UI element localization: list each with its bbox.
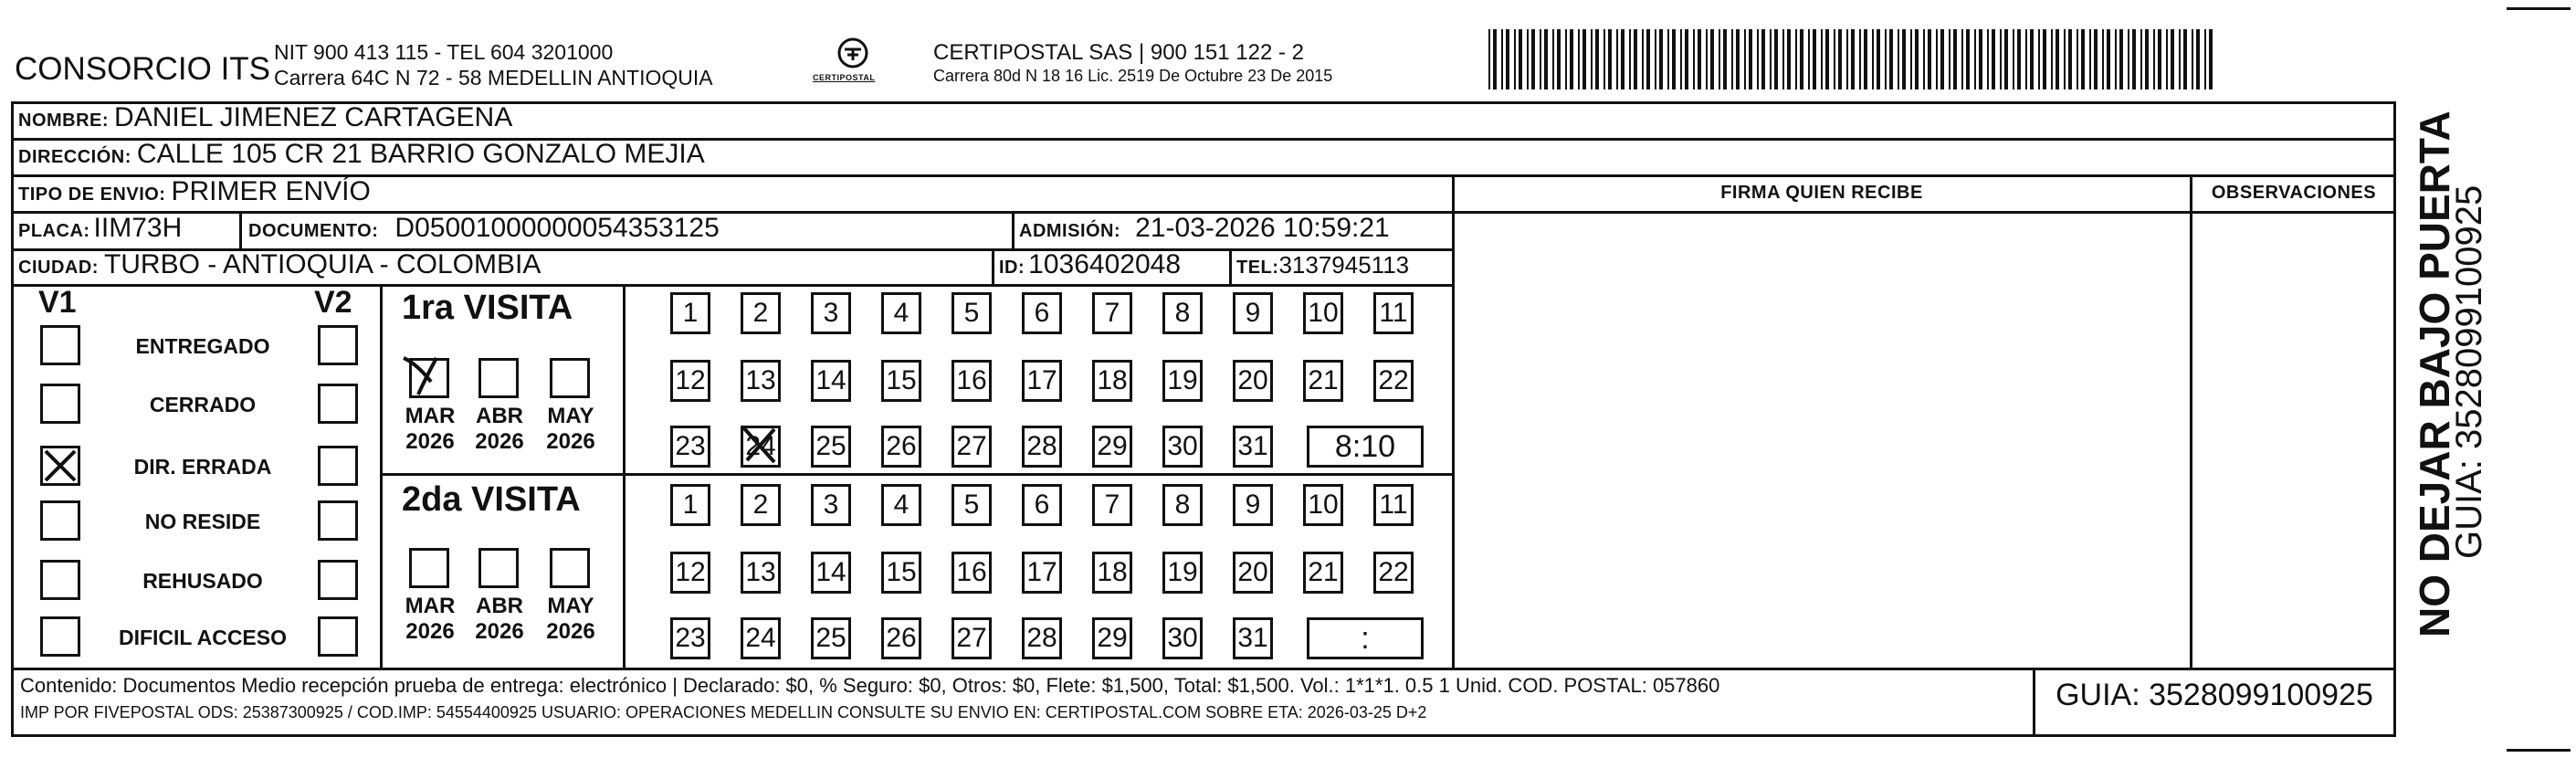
barcode-bar: [2192, 29, 2193, 89]
barcode-bar: [2145, 29, 2149, 89]
visit2-day-6[interactable]: 6: [1022, 484, 1062, 526]
barcode-bar: [2209, 29, 2213, 89]
v2-label: V2: [314, 285, 352, 320]
barcode-bar: [1616, 29, 1618, 89]
visit2-title: 2da VISITA: [402, 480, 581, 519]
barcode-bar: [2056, 29, 2059, 89]
barcode-bar: [1910, 29, 1912, 89]
barcode-bar: [1646, 29, 1650, 89]
visit1-day-1[interactable]: 1: [670, 292, 710, 334]
id-label: ID:: [999, 258, 1025, 278]
barcode-bar: [1488, 29, 1490, 89]
visit2-month-label: [402, 594, 458, 645]
barcode-bar: [1864, 29, 1867, 89]
status-label: DIFICIL ACCESO: [118, 626, 287, 649]
shipment-type-label: TIPO DE ENVIO:: [18, 184, 166, 205]
barcode-bar: [1591, 29, 1593, 89]
barcode-bar: [1961, 29, 1963, 89]
barcode-bar: [1795, 29, 1797, 89]
visit1-day-25[interactable]: 25: [811, 426, 851, 468]
visit2-month-checkbox-2[interactable]: [550, 548, 590, 588]
company-nit: NIT 900 413 115 - TEL 604 3201000: [274, 40, 614, 64]
barcode-bar: [1846, 29, 1848, 89]
barcode-bar: [1757, 29, 1759, 89]
visit2-day-2[interactable]: 2: [741, 484, 781, 526]
visit2-day-31[interactable]: 31: [1233, 617, 1273, 659]
document-label: DOCUMENTO:: [248, 221, 379, 241]
barcode-bar: [1565, 29, 1567, 89]
v1-checkbox-2[interactable]: [40, 446, 80, 486]
visit1-day-3[interactable]: 3: [811, 292, 851, 334]
barcode-bar: [2107, 29, 2110, 89]
barcode-icon: [1488, 29, 2219, 89]
month-name: MAY: [547, 594, 594, 618]
visit2-day-29[interactable]: 29: [1092, 617, 1132, 659]
visit1-day-27[interactable]: 27: [952, 426, 992, 468]
footer-line2: IMP POR FIVEPOSTAL ODS: 25387300925 / COD.IMP: 54554400925 USUARIO: OPERACIONES MEDELLIN CONSULTE SU ENVIO EN: CERTIPOSTAL.COM SOBRE ETA: 2026-03-25 D+2: [20, 703, 1427, 721]
visit1-day-24[interactable]: 24: [741, 426, 781, 468]
barcode-bar: [1940, 29, 1944, 89]
month-year: 2026: [405, 619, 455, 644]
visit1-title: 1ra VISITA: [402, 289, 573, 327]
barcode-bar: [1531, 29, 1535, 89]
barcode-bar: [1642, 29, 1644, 89]
barcode-bar: [1540, 29, 1541, 89]
visit2-day-8[interactable]: 8: [1162, 484, 1203, 526]
visit1-day-23[interactable]: 23: [670, 426, 710, 468]
visit2-day-25[interactable]: 25: [811, 617, 851, 659]
visit2-day-14[interactable]: 14: [811, 552, 851, 594]
barcode-bar: [1851, 29, 1855, 89]
month-year: 2026: [475, 619, 524, 644]
visit2-day-17[interactable]: 17: [1022, 552, 1062, 594]
barcode-bar: [1519, 29, 1522, 89]
logo-caption: CERTIPOSTAL: [813, 73, 876, 82]
v1-checkbox-3[interactable]: [40, 500, 80, 541]
barcode-bar: [1629, 29, 1631, 89]
visit2-day-23[interactable]: 23: [670, 617, 710, 659]
barcode-bar: [2089, 29, 2091, 89]
visit1-day-10[interactable]: 10: [1303, 292, 1343, 334]
barcode-bar: [2004, 29, 2008, 89]
barcode-bar: [1885, 29, 1887, 89]
status-label: ENTREGADO: [135, 334, 270, 358]
visit2-day-16[interactable]: 16: [952, 552, 992, 594]
month-name: ABR: [476, 404, 523, 428]
barcode-bar: [2068, 29, 2072, 89]
visit1-month-checkbox-2[interactable]: [550, 358, 590, 398]
barcode-bar: [1672, 29, 1676, 89]
side-warning: NO DEJAR BAJO PUERTA: [2411, 111, 2458, 637]
visit1-day-9[interactable]: 9: [1233, 292, 1273, 334]
barcode-bar: [1800, 29, 1803, 89]
status-label: DIR. ERRADA: [133, 455, 272, 479]
barcode-bar: [1813, 29, 1816, 89]
barcode-bar: [1659, 29, 1663, 89]
visit1-day-5[interactable]: 5: [952, 292, 992, 334]
visit2-day-19[interactable]: 19: [1162, 552, 1203, 594]
visit1-day-21[interactable]: 21: [1303, 360, 1343, 402]
visit2-day-30[interactable]: 30: [1162, 617, 1203, 659]
barcode-bar: [1506, 29, 1509, 89]
barcode-bar: [1706, 29, 1708, 89]
v2-checkbox-3[interactable]: [318, 500, 358, 541]
barcode-bar: [2043, 29, 2046, 89]
month-year: 2026: [546, 429, 595, 454]
visit2-day-28[interactable]: 28: [1022, 617, 1062, 659]
recipient-address: CALLE 105 CR 21 BARRIO GONZALO MEJIA: [136, 139, 705, 169]
visit2-time-box[interactable]: :: [1307, 617, 1424, 659]
barcode-bar: [1825, 29, 1829, 89]
barcode-bar: [1834, 29, 1835, 89]
visit1-month-checkbox-1[interactable]: [478, 358, 519, 398]
barcode-bar: [1782, 29, 1784, 89]
visit1-day-16[interactable]: 16: [952, 360, 992, 402]
barcode-bar: [1634, 29, 1637, 89]
v2-checkbox-1[interactable]: [318, 384, 358, 424]
barcode-bar: [1889, 29, 1893, 89]
name-label: NOMBRE:: [18, 111, 110, 131]
recipient-name: DANIEL JIMENEZ CARTAGENA: [114, 102, 513, 132]
barcode-bar: [1987, 29, 1989, 89]
admission-value: 21-03-2026 10:59:21: [1135, 213, 1390, 243]
barcode-bar: [2128, 29, 2129, 89]
document-value: D05001000000054353125: [394, 213, 720, 243]
visit1-time-box[interactable]: 8:10: [1307, 426, 1424, 468]
barcode-bar: [2051, 29, 2053, 89]
barcode-bar: [2038, 29, 2040, 89]
barcode-bar: [1902, 29, 1906, 89]
barcode-bar: [1936, 29, 1938, 89]
visit1-day-31[interactable]: 31: [1233, 426, 1273, 468]
v2-checkbox-2[interactable]: [318, 446, 358, 486]
barcode-bar: [2081, 29, 2085, 89]
visit1-day-18[interactable]: 18: [1092, 360, 1132, 402]
footer-line1: Contenido: Documentos Medio recepción prueba de entrega: electrónico | Declarado: $0, % Seguro: $0, Otros: $0, Flete: $1,500, Total: $1,500. Vol.: 1*1*1. 0.5 1 Unid. COD. POSTAL: 057860: [20, 674, 1720, 697]
observations-header: OBSERVACIONES: [2211, 183, 2377, 203]
barcode-bar: [1693, 29, 1695, 89]
visit1-day-11[interactable]: 11: [1373, 292, 1414, 334]
visit1-day-17[interactable]: 17: [1022, 360, 1062, 402]
barcode-bar: [1608, 29, 1612, 89]
footer-guia: GUIA: 3528099100925: [2056, 678, 2373, 712]
barcode-bar: [1770, 29, 1772, 89]
barcode-bar: [1966, 29, 1970, 89]
status-label: NO RESIDE: [144, 510, 261, 533]
barcode-bar: [1723, 29, 1727, 89]
barcode-bar: [2115, 29, 2117, 89]
v1-checkbox-1[interactable]: [40, 384, 80, 424]
visit2-day-3[interactable]: 3: [811, 484, 851, 526]
carrier-address: Carrera 80d N 18 16 Lic. 2519 De Octubre 23 De 2015: [933, 67, 1333, 85]
month-name: MAR: [405, 404, 456, 428]
barcode-bar: [2204, 29, 2206, 89]
visit2-day-12[interactable]: 12: [670, 552, 710, 594]
barcode-bar: [2064, 29, 2066, 89]
visit2-day-9[interactable]: 9: [1233, 484, 1273, 526]
barcode-bar: [1992, 29, 1995, 89]
plate-label: PLACA:: [18, 221, 90, 241]
city-value: TURBO - ANTIOQUIA - COLOMBIA: [103, 249, 541, 279]
barcode-bar: [2196, 29, 2200, 89]
visit1-day-4[interactable]: 4: [881, 292, 921, 334]
plate-value: IIM73H: [93, 213, 183, 243]
barcode-bar: [1595, 29, 1599, 89]
barcode-bar: [1821, 29, 1823, 89]
id-value: 1036402048: [1028, 249, 1182, 279]
barcode-bar: [2077, 29, 2078, 89]
barcode-bar: [1557, 29, 1561, 89]
tel-value: 3137945113: [1278, 251, 1410, 279]
visit1-day-28[interactable]: 28: [1022, 426, 1062, 468]
barcode-bar: [2140, 29, 2142, 89]
barcode-bar: [1731, 29, 1733, 89]
barcode-bar: [1979, 29, 1982, 89]
visit2-day-5[interactable]: 5: [952, 484, 992, 526]
shipment-type: PRIMER ENVÍO: [171, 176, 371, 206]
visit1-day-6[interactable]: 6: [1022, 292, 1062, 334]
barcode-bar: [2153, 29, 2155, 89]
barcode-bar: [2183, 29, 2187, 89]
barcode-bar: [1698, 29, 1701, 89]
carrier-name: CERTIPOSTAL SAS | 900 151 122 - 2: [933, 40, 1304, 65]
barcode-bar: [1719, 29, 1720, 89]
barcode-bar: [2171, 29, 2174, 89]
barcode-bar: [1710, 29, 1714, 89]
visit1-day-7[interactable]: 7: [1092, 292, 1132, 334]
month-name: ABR: [476, 594, 523, 618]
month-year: 2026: [405, 429, 455, 454]
tel-label: TEL:: [1236, 258, 1279, 278]
visit2-month-checkbox-0[interactable]: [409, 548, 449, 588]
company-address: Carrera 64C N 72 - 58 MEDELLIN ANTIOQUIA: [274, 66, 713, 89]
barcode-bar: [2179, 29, 2181, 89]
v2-checkbox-0[interactable]: [318, 325, 358, 365]
visit1-day-22[interactable]: 22: [1373, 360, 1414, 402]
barcode-bar: [2132, 29, 2136, 89]
visit1-day-20[interactable]: 20: [1233, 360, 1273, 402]
month-name: MAR: [405, 594, 456, 618]
barcode-bar: [1552, 29, 1554, 89]
barcode-bar: [1761, 29, 1765, 89]
barcode-bar: [2102, 29, 2104, 89]
visit1-day-19[interactable]: 19: [1162, 360, 1203, 402]
visit2-day-15[interactable]: 15: [881, 552, 921, 594]
v1-checkbox-5[interactable]: [40, 616, 80, 657]
barcode-bar: [1527, 29, 1529, 89]
status-label: CERRADO: [149, 393, 257, 416]
visit2-day-20[interactable]: 20: [1233, 552, 1273, 594]
month-year: 2026: [475, 429, 524, 454]
barcode-bar: [1603, 29, 1605, 89]
visit1-month-checkbox-0[interactable]: [409, 358, 449, 398]
side-guia: GUIA: 3528099100925: [2449, 184, 2489, 559]
barcode-bar: [1872, 29, 1874, 89]
barcode-bar: [1877, 29, 1880, 89]
barcode-bar: [2000, 29, 2002, 89]
visit2-day-7[interactable]: 7: [1092, 484, 1132, 526]
visit2-day-4[interactable]: 4: [881, 484, 921, 526]
visit1-day-29[interactable]: 29: [1092, 426, 1132, 468]
visit1-day-15[interactable]: 15: [881, 360, 921, 402]
barcode-bar: [1655, 29, 1656, 89]
barcode-bar: [1667, 29, 1669, 89]
barcode-bar: [1621, 29, 1624, 89]
city-label: CIUDAD:: [18, 258, 99, 278]
barcode-bar: [1680, 29, 1682, 89]
visit2-day-22[interactable]: 22: [1373, 552, 1414, 594]
barcode-bar: [1685, 29, 1688, 89]
visit1-month-label: [402, 404, 458, 455]
company-name: CONSORCIO ITS: [15, 51, 271, 87]
visit2-month-label: [471, 594, 528, 645]
barcode-bar: [1915, 29, 1919, 89]
barcode-bar: [1736, 29, 1740, 89]
visit1-month-label: [471, 404, 528, 455]
visit2-day-1[interactable]: 1: [670, 484, 710, 526]
visit1-day-14[interactable]: 14: [811, 360, 851, 402]
visit1-day-13[interactable]: 13: [741, 360, 781, 402]
barcode-bar: [2030, 29, 2034, 89]
v2-checkbox-5[interactable]: [318, 616, 358, 657]
admission-label: ADMISIÓN:: [1019, 221, 1121, 241]
barcode-bar: [1570, 29, 1573, 89]
barcode-bar: [1501, 29, 1503, 89]
month-year: 2026: [546, 619, 595, 644]
visit2-day-26[interactable]: 26: [881, 617, 921, 659]
status-label: REHUSADO: [142, 569, 263, 593]
barcode-bar: [1974, 29, 1976, 89]
barcode-bar: [1787, 29, 1791, 89]
barcode-bar: [1493, 29, 1497, 89]
signature-header: FIRMA QUIEN RECIBE: [1720, 183, 1923, 203]
v1-checkbox-4[interactable]: [40, 560, 80, 600]
visit2-day-10[interactable]: 10: [1303, 484, 1343, 526]
barcode-bar: [1774, 29, 1778, 89]
v1-label: V1: [38, 285, 77, 320]
barcode-bar: [1744, 29, 1746, 89]
barcode-bar: [1582, 29, 1586, 89]
visit1-month-label: [542, 404, 599, 455]
barcode-bar: [2013, 29, 2014, 89]
visit1-day-2[interactable]: 2: [741, 292, 781, 334]
barcode-bar: [1838, 29, 1842, 89]
barcode-bar: [1928, 29, 1931, 89]
barcode-bar: [2166, 29, 2168, 89]
barcode-bar: [1749, 29, 1752, 89]
barcode-bar: [1514, 29, 1516, 89]
visit1-day-30[interactable]: 30: [1162, 426, 1203, 468]
visit2-day-27[interactable]: 27: [952, 617, 992, 659]
barcode-bar: [1544, 29, 1548, 89]
visit2-day-13[interactable]: 13: [741, 552, 781, 594]
barcode-bar: [2017, 29, 2021, 89]
barcode-bar: [1898, 29, 1899, 89]
visit1-day-26[interactable]: 26: [881, 426, 921, 468]
visit1-day-12[interactable]: 12: [670, 360, 710, 402]
barcode-bar: [1578, 29, 1580, 89]
visit1-day-8[interactable]: 8: [1162, 292, 1203, 334]
barcode-bar: [2119, 29, 2123, 89]
barcode-bar: [2094, 29, 2098, 89]
address-label: DIRECCIÓN:: [18, 147, 131, 167]
barcode-bar: [2158, 29, 2161, 89]
barcode-bar: [1949, 29, 1950, 89]
v2-checkbox-4[interactable]: [318, 560, 358, 600]
visit2-day-18[interactable]: 18: [1092, 552, 1132, 594]
barcode-bar: [1923, 29, 1925, 89]
barcode-bar: [1859, 29, 1861, 89]
barcode-bar: [2025, 29, 2027, 89]
visit2-month-checkbox-1[interactable]: [478, 548, 519, 588]
barcode-bar: [1808, 29, 1810, 89]
visit2-day-21[interactable]: 21: [1303, 552, 1343, 594]
visit2-day-11[interactable]: 11: [1373, 484, 1414, 526]
v1-checkbox-0[interactable]: [40, 325, 80, 365]
visit2-day-24[interactable]: 24: [741, 617, 781, 659]
visit2-month-label: [542, 594, 599, 645]
barcode-bar: [1953, 29, 1957, 89]
month-name: MAY: [547, 404, 594, 428]
